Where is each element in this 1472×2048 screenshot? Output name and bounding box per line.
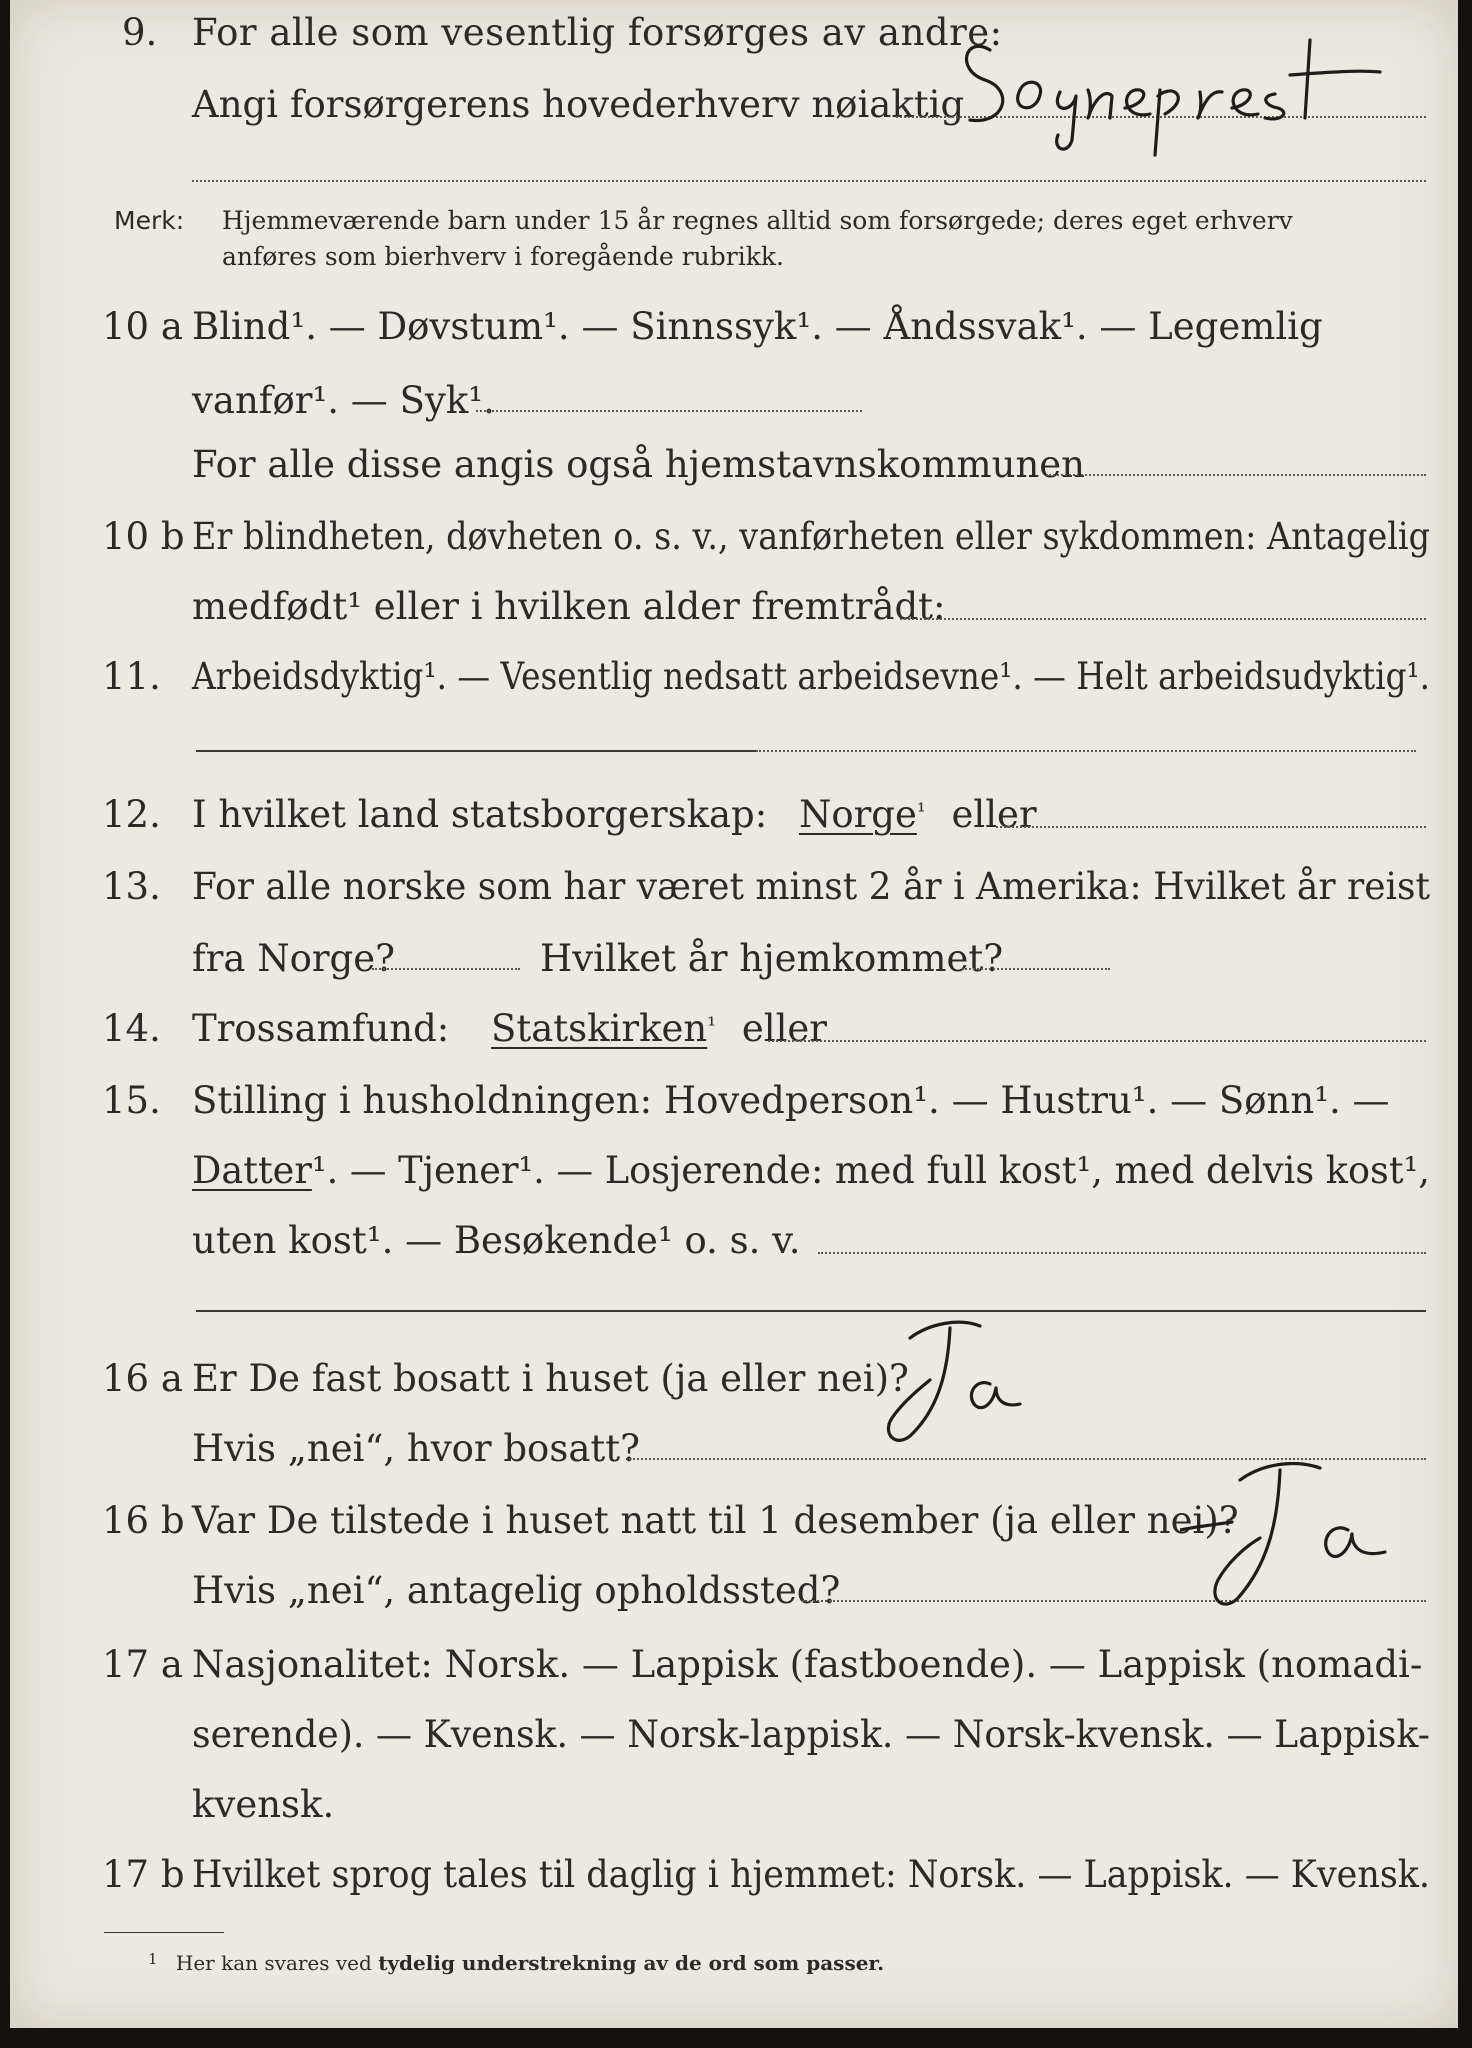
q12-sup: ¹ [916,800,926,825]
q9-number: 9. [122,11,158,54]
q13-year-left-field [372,968,520,970]
q15-rule [196,1310,1426,1312]
q13-year-returned-field [962,968,1110,970]
footnote-bold: tydelig understrekning av de ord som passer. [378,1951,885,1975]
q10b-field [900,618,1426,620]
q13-line1: For alle norske som har været minst 2 år i Amerika: Hvilket år reist [192,865,1430,908]
q11-number: 11. [102,655,161,698]
q12-number: 12. [102,793,161,836]
footnote [148,1952,884,1973]
q14-line [192,1007,827,1050]
q13-line2a: fra Norge? [192,937,395,980]
footnote-lead: Her kan svares ved [175,1951,372,1975]
q11-rule-dotted [756,750,1416,752]
q17b-number: 17 b [102,1853,185,1896]
q15-number: 15. [102,1079,161,1122]
q10b-number: 10 b [102,515,185,558]
q15-line2-rest: ¹. — Tjener¹. — Losjerende: med full kost¹, med delvis kost¹, [311,1149,1430,1192]
q12-field [996,826,1426,828]
q14-prefix: Trossamfund: [192,1007,450,1050]
q12-underlined: Norge [798,793,917,836]
q11-rule-solid [196,750,756,752]
q10a-number: 10 a [102,305,183,348]
q17a-number: 17 a [102,1643,183,1686]
q16a-line2: Hvis „nei“, hvor bosatt? [192,1427,640,1470]
q17a-line1: Nasjonalitet: Norsk. — Lappisk (fastboende). — Lappisk (nomadi- [192,1643,1423,1686]
q14-number: 14. [102,1007,161,1050]
q15-field [818,1252,1426,1254]
q12-suffix: eller [951,793,1037,836]
q17b-line1: Hvilket sprog tales til daglig i hjemmet: Norsk. — Lappisk. — Kvensk. [192,1853,1431,1896]
q12-line [192,793,1037,836]
q16b-handwritten-answer [1180,1462,1410,1622]
census-form-page [10,0,1458,2028]
q16a-line1: Er De fast bosatt i huset (ja eller nei)? [192,1357,909,1400]
q13-line2b: Hvilket år hjemkommet? [540,937,1004,980]
q16b-number: 16 b [102,1499,185,1542]
q14-sup: ¹ [707,1014,717,1039]
q16b-line2: Hvis „nei“, antagelig opholdssted? [192,1569,841,1612]
merk-line1: Hjemmeværende barn under 15 år regnes alltid som forsørgede; deres eget erhverv [222,206,1293,235]
footnote-rule [104,1932,224,1933]
q17a-line3: kvensk. [192,1783,335,1826]
q15-line2 [192,1149,1430,1192]
q9-second-line [192,180,1426,182]
q14-underlined: Statskirken [491,1007,708,1050]
q9-line1: For alle som vesentlig forsørges av andre: [192,11,1003,54]
q15-underlined: Datter [192,1149,312,1192]
q10a-line3: For alle disse angis også hjemstavnskommunen [192,443,1086,486]
q10b-line2: medfødt¹ eller i hvilken alder fremtrådt: [192,585,946,628]
q9-handwritten-answer [960,30,1400,160]
q14-suffix: eller [741,1007,827,1050]
q10a-line2-field [476,410,862,412]
q16a-number: 16 a [102,1357,183,1400]
q16a-handwritten-answer [870,1318,1050,1458]
q9-line2: Angi forsørgerens hovederhverv nøiaktig [192,83,965,126]
q16a-field [626,1458,1426,1460]
q17a-line2: serende). — Kvensk. — Norsk-lappisk. — Norsk-kvensk. — Lappisk- [192,1713,1430,1756]
q16b-line1: Var De tilstede i huset natt til 1 desember (ja eller nei)? [192,1499,1239,1542]
merk-label: Merk: [114,206,185,235]
q12-prefix: I hvilket land statsborgerskap: [192,793,768,836]
q10a-line1: Blind¹. — Døvstum¹. — Sinnssyk¹. — Åndssvak¹. — Legemlig [192,305,1323,348]
q10b-line1: Er blindheten, døvheten o. s. v., vanførheten eller sykdommen: Antagelig [192,515,1431,558]
q14-field [768,1040,1426,1042]
q15-line1: Stilling i husholdningen: Hovedperson¹. — Hustru¹. — Sønn¹. — [192,1079,1390,1122]
q10a-line3-field [1046,474,1426,476]
q13-number: 13. [102,865,161,908]
q11-line1: Arbeidsdyktig¹. — Vesentlig nedsatt arbeidsevne¹. — Helt arbeidsudyktig¹. [192,655,1431,698]
footnote-mark: 1 [148,1950,158,1968]
merk-line2: anføres som bierhverv i foregående rubrikk. [222,242,784,271]
q10a-line2: vanfør¹. — Syk¹. [192,379,495,422]
q15-line3: uten kost¹. — Besøkende¹ o. s. v. [192,1219,801,1262]
